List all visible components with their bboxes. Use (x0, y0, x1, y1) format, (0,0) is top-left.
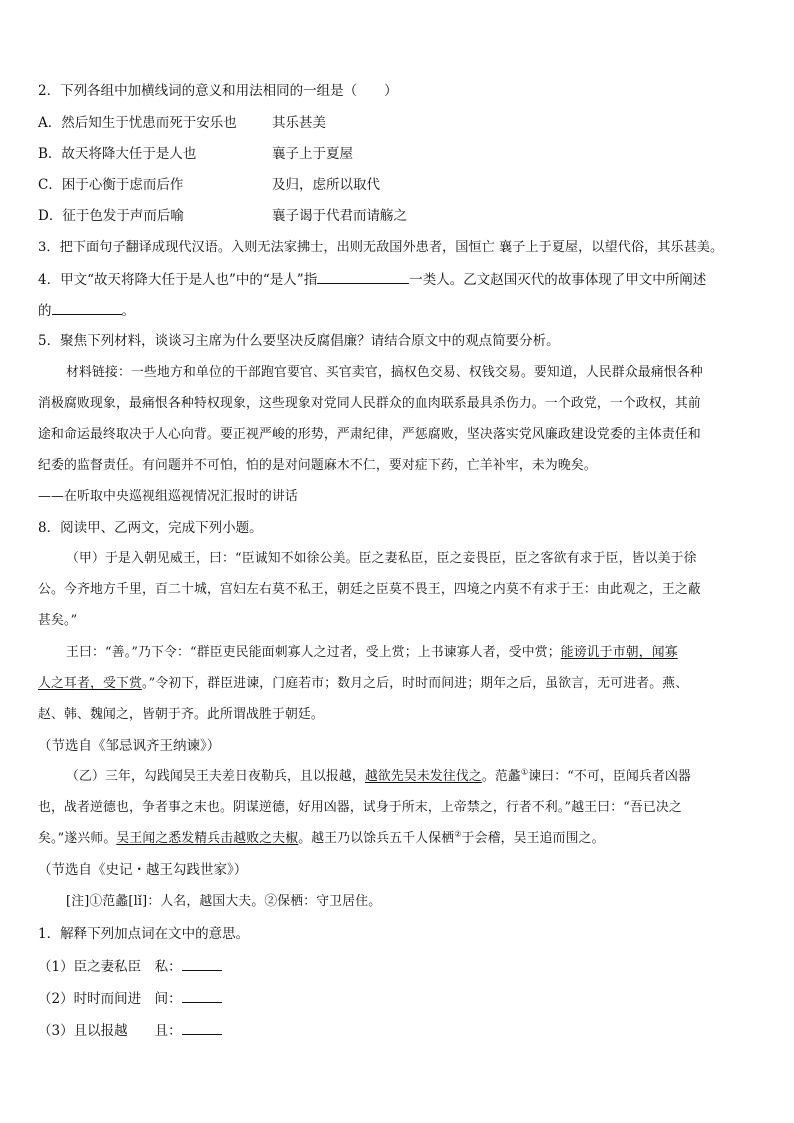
jia-underlined-sentence: 能谤讥于市朝，闻寡 (560, 645, 678, 660)
jia-passage-line: 甚矣。” (38, 613, 78, 628)
yi-text: 谏曰：“不可，臣闻兵者凶器 (528, 769, 692, 784)
q2-option-a-left: A．然后知生于忧患而死于安乐也 (38, 115, 237, 131)
q5-material-line: 途和命运最终取决于人心向背。要正视严峻的形势，严肃纪律，严惩腐败，坚决落实党风廉政建设党委的主体责任和 (38, 427, 701, 442)
q8-stem: 8．阅读甲、乙两文，完成下列小题。 (38, 520, 263, 536)
q4-line-1 (38, 270, 706, 289)
q2-option-d-right: 襄子谒于代君而请觞之 (272, 208, 407, 224)
q3-stem: 3．把下面句子翻译成现代汉语。入则无法家拂士，出则无敌国外患者，国恒亡 襄子上于夏屋，以望代俗，其乐甚美。 (38, 240, 724, 255)
answer-blank[interactable] (182, 1021, 222, 1035)
q4-blank-2[interactable] (52, 301, 122, 315)
q1-item (38, 957, 222, 976)
note-marker: ② (454, 829, 462, 839)
q4-text-c: 的 (38, 303, 52, 319)
yi-passage-line: 也，战者逆德也，争者事之末也。阴谋逆德，好用凶器，试身于所末，上帝禁之，行者不利。”越王曰：“吾已决之 (38, 800, 682, 815)
q4-text-d: 。 (121, 303, 135, 319)
yi-passage-line (38, 830, 605, 848)
q5-stem: 5．聚焦下列材料，谈谈习主席为什么要坚决反腐倡廉？请结合原文中的观点简要分析。 (38, 333, 560, 349)
q2-option-c-right: 及归，虑所以取代 (272, 177, 380, 193)
yi-text: 矣。”遂兴师。 (38, 831, 117, 846)
jia-source: （节选自《邹忌讽齐王纳谏》） (38, 738, 221, 754)
yi-text: 。范蠡 (481, 769, 521, 784)
q1-item (38, 989, 222, 1008)
q2-option-b-right: 襄子上于夏屋 (272, 146, 353, 162)
jia-passage-line (66, 644, 678, 662)
jia-passage-line (38, 675, 688, 693)
answer-blank[interactable] (182, 957, 222, 971)
yi-source: （节选自《史记・越王勾践世家》） (38, 862, 248, 878)
q5-material-line: 纪委的监督责任。有问题并不可怕，怕的是对问题麻木不仁，要对症下药，亡羊补牢，未为晚矣。 (38, 458, 597, 473)
q1-stem: 1．解释下列加点词在文中的意思。 (38, 926, 250, 942)
q5-source: ——在听取中央巡视组巡视情况汇报时的讲话 (38, 489, 298, 504)
q1-item-text: （3）且以报越 且： (38, 1023, 182, 1039)
q2-option-c-left: C．困于心衡于虑而后作 (38, 177, 184, 193)
q2-option-a-right: 其乐甚美 (272, 115, 326, 131)
jia-text: 王曰：“善。”乃下令：“群臣吏民能面刺寡人之过者，受上赏；上书谏寡人者，受中赏； (66, 645, 561, 660)
q1-item-text: （1）臣之妻私臣 私： (38, 959, 182, 975)
annotation-notes: [注]①范蠡[lǐ]：人名，越国大夫。②保栖：守卫居住。 (66, 894, 382, 909)
q1-item-text: （2）时时而间进 间： (38, 991, 182, 1007)
q4-text-a: 4．甲文“故天将降大任于是人也”中的“是人”指 (38, 272, 318, 288)
q1-item (38, 1021, 222, 1040)
jia-underlined-sentence: 人之耳者，受下赏 (38, 676, 142, 691)
yi-text: 于会稽，吴王追而围之。 (461, 831, 605, 846)
q4-blank-1[interactable] (317, 270, 409, 284)
yi-passage-line (66, 768, 691, 786)
q2-stem: 2．下列各组中加横线词的意义和用法相同的一组是（ ） (38, 83, 398, 99)
yi-text: （乙）三年，勾践闻吴王夫差日夜勒兵，且以报越， (66, 769, 365, 784)
answer-blank[interactable] (182, 989, 222, 1003)
jia-text: 。”令初下，群臣进谏，门庭若市；数月之后，时时而间进；期年之后，虽欲言，无可进者。燕、 (141, 676, 689, 691)
jia-passage-line: （甲）于是入朝见威王，曰：“臣诚知不如徐公美。臣之妻私臣，臣之妾畏臣，臣之客欲有求于臣，皆以美于徐 (66, 551, 697, 566)
q5-material-line: 材料链接：一些地方和单位的干部跑官要官、买官卖官，搞权色交易、权钱交易。要知道，人民群众最痛恨各种 (66, 365, 703, 380)
yi-underlined-sentence: 吴王闻之悉发精兵击越败之夫椒 (116, 831, 299, 846)
q2-option-b-left: B．故天将降大任于是人也 (38, 146, 197, 162)
note-marker: ① (520, 767, 529, 777)
q2-option-d-left: D．征于色发于声而后喻 (38, 208, 184, 224)
jia-passage-line: 赵、韩、魏闻之，皆朝于齐。此所谓战胜于朝廷。 (38, 707, 324, 722)
jia-passage-line: 公。今齐地方千里，百二十城，宫妇左右莫不私王，朝廷之臣莫不畏王，四境之内莫不有求于王：由此观之，王之蔽 (38, 582, 701, 597)
yi-underlined-sentence: 越欲先吴未发往伐之 (364, 769, 482, 784)
q5-material-line: 消极腐败现象，最痛恨各种特权现象，这些现象对党同人民群众的血肉联系最具杀伤力。一个政党，一个政权，其前 (38, 396, 701, 411)
q4-text-b: 一类人。乙文赵国灭代的故事体现了甲文中所阐述 (409, 272, 707, 288)
q4-line-2 (38, 301, 135, 320)
yi-text: 。越王乃以馀兵五千人保栖 (298, 831, 455, 846)
